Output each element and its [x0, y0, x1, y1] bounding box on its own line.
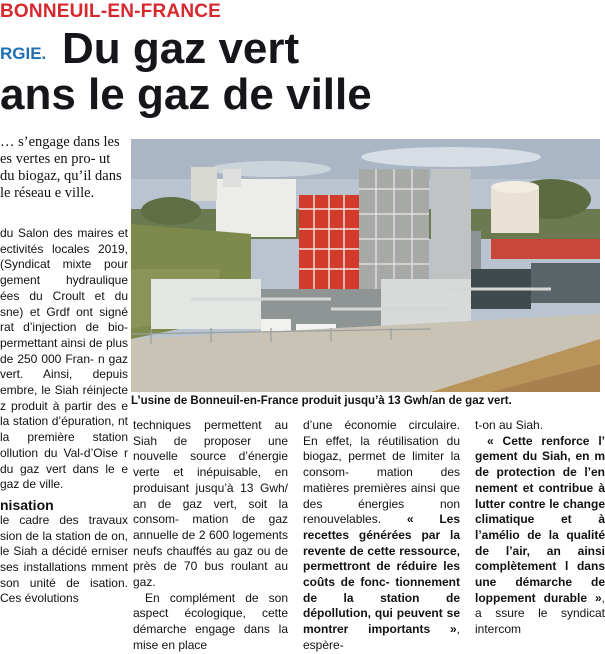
photo-caption: L’usine de Bonneuil-en-France produit jusqu’à 13 Gwh/an de gaz vert. [131, 395, 512, 407]
column-4-quote: « Cette renforce l’ gement du Siah, en m de protection de l’en nement et contribue à lutter contre le change climatique et à l’amélio de la qualité de l’air, an ainsi complètement l dans une démarche de loppement durable » [475, 433, 605, 605]
column-3-paragraph-1 [303, 418, 460, 654]
column-2 [133, 418, 288, 654]
headline-line-1: Du gaz vert [62, 24, 300, 73]
biogas-plant-photo [131, 139, 600, 392]
column-4-paragraph-1: t-on au Siah. [475, 418, 544, 432]
chapo: … s’engage dans les es vertes en pro- ut du biogaz, qu’il dans le réseau e ville. [0, 134, 122, 201]
headline-tag: RGIE. [0, 44, 47, 63]
column-2-paragraph-2: En complément de son aspect écologique, cette démarche engage dans la mise en place [133, 590, 288, 652]
column-3-quote: « Les recettes générées par la revente de cette ressource, permettront de réduire les coûts de fonc- tionnement de la station de dépollution, qui peuvent se montrer importants » [303, 512, 460, 637]
column-3-text: d’une économie circulaire. En effet, la réutilisation du biogaz, permet de limiter la consom- mation des matières premières ainsi que des énergies non renouvelables. [303, 418, 460, 527]
headline-line-2: ans le gaz de ville [0, 70, 372, 119]
column-1-paragraph-1: du Salon des maires et ectivités locales 2019, (Syndicat mixte pour gement hydraulique ées du Croult et du sne) et Grdf ont signé rat d’injection de bio- permettant ainsi de plus de 250 000 Fran- n gaz vert. Ainsi, depuis embre, le Siah réinjecte z produit à partir des e la station d’épuration, nt la première station ollution du Val-d’Oise r du gaz vert dans le e gaz de ville. [0, 226, 128, 492]
column-3-tail: , espère- [303, 622, 460, 652]
column-1-paragraph-2: le cadre des travaux sion de la station de on, le Siah a décidé erniser ses installations mment son unité de isation. Ces évolutions [0, 512, 128, 606]
column-4 [475, 418, 605, 638]
article-photo [131, 139, 600, 392]
kicker: BONNEUIL-EN-FRANCE [0, 1, 222, 22]
column-2-paragraph-1: techniques permettent au Siah de proposer une nouvelle source d’énergie verte et inépuisable, en produisant jusqu’à 13 Gwh/ an de gaz vert, soit la consom- mation de gaz annuelle de 2 600 logements neufs chauffés au gaz ou de près de 70 bus roulant au gaz. [133, 418, 288, 590]
column-1-subhead: nisation [0, 496, 54, 513]
column-3 [303, 418, 460, 654]
column-4-tail: , a ssure le syndicat intercom [475, 590, 605, 637]
column-1 [0, 226, 128, 607]
column-4-paragraph-2 [475, 434, 605, 638]
